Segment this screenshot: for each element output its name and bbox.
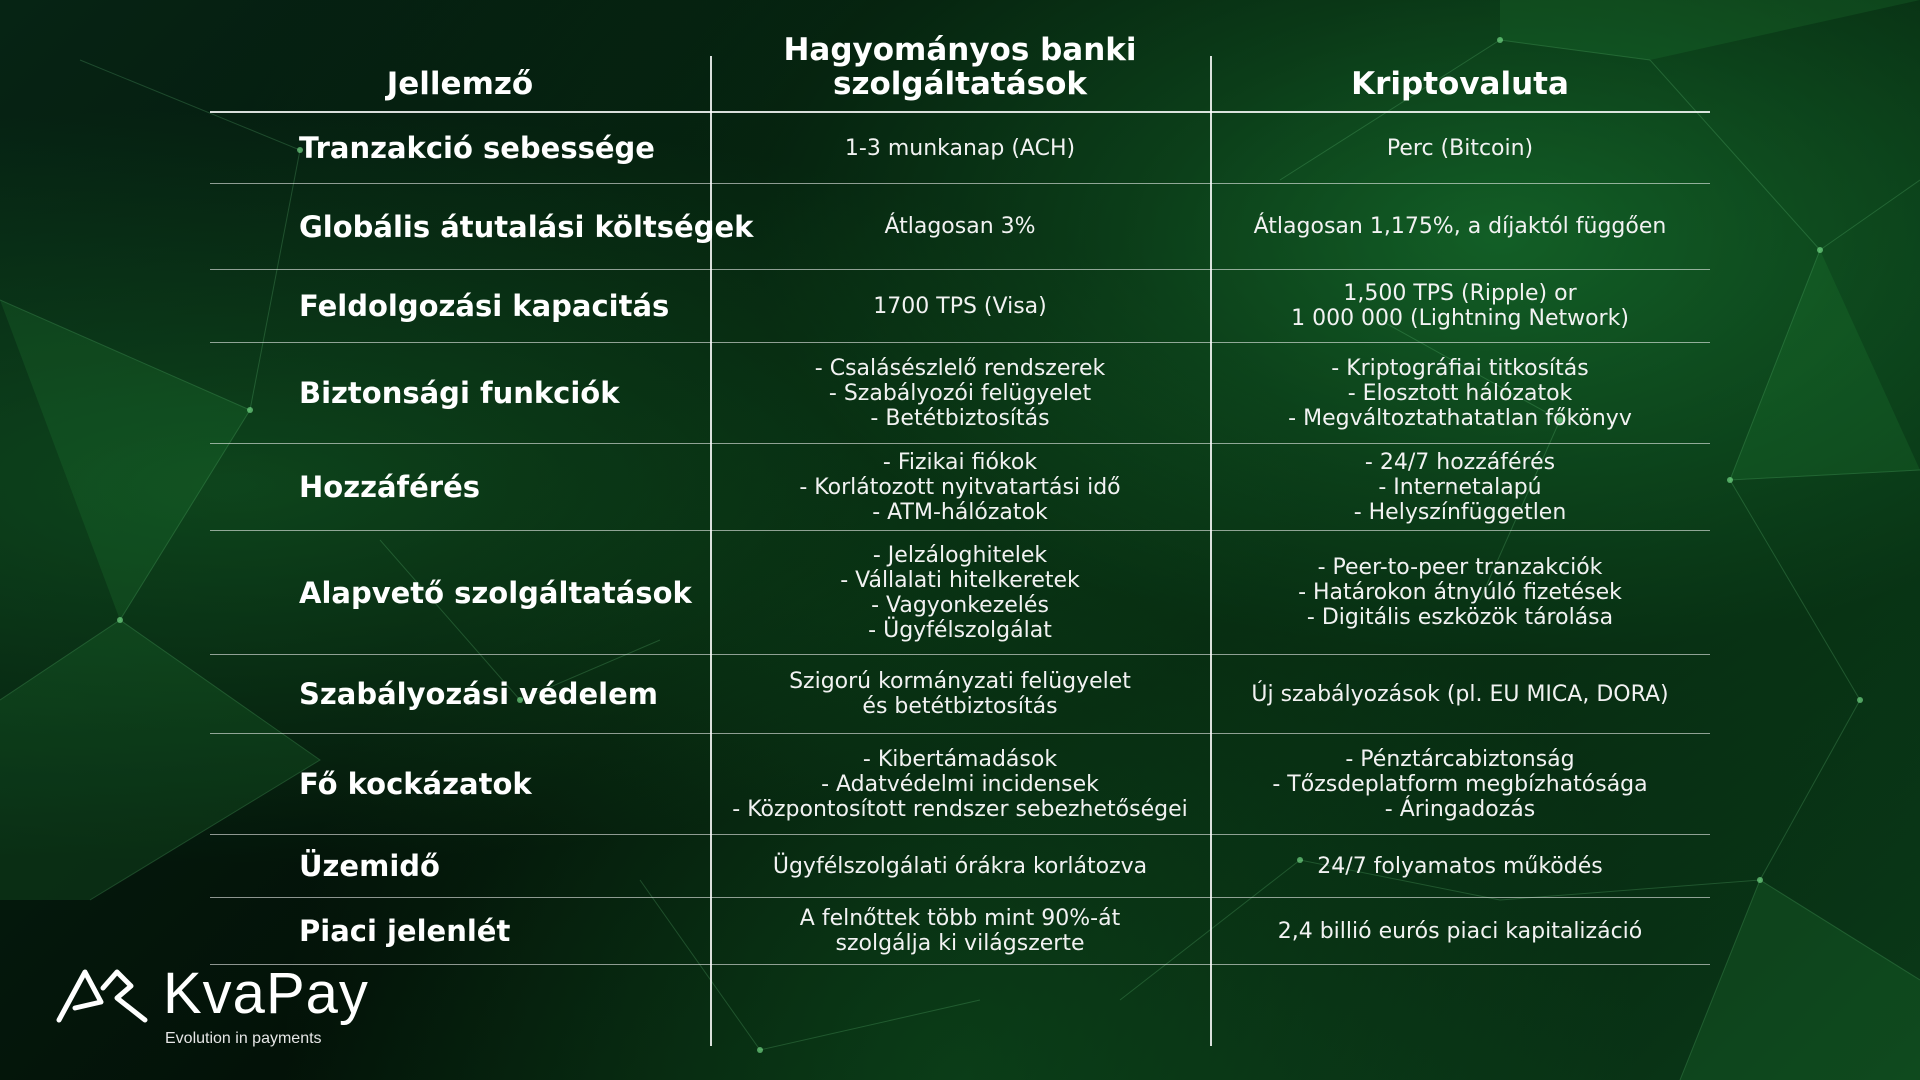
cell-line: - Digitális eszközök tárolása (1306, 605, 1614, 630)
cell-cryptocurrency (1210, 531, 1710, 654)
cell-line: - Elosztott hálózatok (1347, 380, 1573, 406)
cell-line: 24/7 folyamatos működés (1317, 853, 1603, 879)
cell-line: - Vagyonkezelés (871, 592, 1049, 618)
table-row (210, 734, 1710, 835)
table-body (210, 113, 1710, 965)
cell-cryptocurrency (1210, 270, 1710, 342)
cell-cryptocurrency (1210, 655, 1710, 733)
cell-line: - Megváltoztathatatlan főkönyv (1288, 405, 1632, 431)
table-row (210, 835, 1710, 898)
cell-traditional-banking (710, 734, 1210, 834)
cell-line: - Adatvédelmi incidensek (821, 771, 1099, 797)
header-traditional-banking: Hagyományos banki szolgáltatások (783, 32, 1137, 102)
row-feature-label: Feldolgozási kapacitás (299, 289, 670, 323)
cell-cryptocurrency (1210, 113, 1710, 183)
row-feature-label: Piaci jelenlét (299, 914, 511, 948)
cell-line: - Áringadozás (1384, 796, 1536, 822)
cell-line: Szigorú kormányzati felügyelet (789, 669, 1131, 694)
row-feature-label: Üzemidő (299, 849, 440, 883)
row-feature-label: Biztonsági funkciók (299, 376, 620, 410)
cell-line: - Fizikai fiókok (882, 449, 1038, 475)
kvapay-logo (55, 960, 375, 1060)
table-row (210, 184, 1710, 270)
cell-line: - Betétbiztosítás (870, 405, 1050, 431)
row-feature-label: Szabályozási védelem (299, 677, 659, 711)
row-feature-label: Fő kockázatok (299, 767, 532, 801)
cell-line: 1700 TPS (Visa) (873, 293, 1047, 319)
cell-line: - Korlátozott nyitvatartási idő (799, 474, 1121, 500)
cell-line: - Kriptográfiai titkosítás (1331, 355, 1589, 381)
table-header-row (210, 24, 1710, 113)
cell-cryptocurrency (1210, 444, 1710, 530)
cell-line: - ATM-hálózatok (872, 499, 1048, 525)
cell-line: szolgálja ki világszerte (835, 931, 1085, 956)
cell-line: Új szabályozások (pl. EU MICA, DORA) (1251, 681, 1669, 707)
cell-traditional-banking (710, 113, 1210, 183)
row-feature-label: Alapvető szolgáltatások (299, 575, 692, 610)
cell-line: - Tőzsdeplatform megbízhatósága (1272, 771, 1648, 797)
logo-wordmark: KvaPay (163, 961, 369, 1026)
row-feature-label: Hozzáférés (299, 470, 481, 504)
cell-line: 2,4 billió eurós piaci kapitalizáció (1277, 918, 1643, 944)
header-feature: Jellemző (386, 66, 534, 102)
cell-traditional-banking (710, 270, 1210, 342)
cell-cryptocurrency (1210, 898, 1710, 964)
cell-cryptocurrency (1210, 734, 1710, 834)
cell-line: 1 000 000 (Lightning Network) (1291, 306, 1629, 331)
cell-traditional-banking (710, 898, 1210, 964)
cell-traditional-banking (710, 184, 1210, 269)
table-row (210, 898, 1710, 965)
cell-line: - Vállalati hitelkeretek (840, 567, 1080, 593)
cell-line: Perc (Bitcoin) (1386, 135, 1534, 161)
table-row (210, 655, 1710, 734)
logo-tagline: Evolution in payments (165, 1030, 322, 1047)
cell-cryptocurrency (1210, 343, 1710, 443)
cell-line: - Internetalapú (1378, 474, 1542, 500)
cell-line: Átlagosan 3% (884, 214, 1036, 239)
cell-traditional-banking (710, 655, 1210, 733)
kvapay-logo-icon (55, 964, 151, 1024)
cell-line: - 24/7 hozzáférés (1364, 449, 1556, 475)
cell-line: - Központosított rendszer sebezhetőségei (732, 796, 1188, 822)
cell-traditional-banking (710, 531, 1210, 654)
table-row (210, 113, 1710, 184)
row-feature-label: Tranzakció sebessége (299, 131, 655, 165)
comparison-table (210, 24, 1710, 965)
cell-line: 1-3 munkanap (ACH) (844, 135, 1076, 161)
cell-traditional-banking (710, 444, 1210, 530)
cell-line: - Csalásészlelő rendszerek (814, 355, 1106, 381)
cell-cryptocurrency (1210, 184, 1710, 269)
cell-line: - Határokon átnyúló fizetések (1298, 580, 1622, 605)
cell-line: 1,500 TPS (Ripple) or (1343, 281, 1577, 306)
table-row (210, 444, 1710, 531)
row-feature-label: Globális átutalási költségek (299, 209, 754, 244)
cell-traditional-banking (710, 343, 1210, 443)
cell-line: A felnőttek több mint 90%-át (799, 906, 1121, 931)
table-row (210, 343, 1710, 444)
cell-line: - Szabályozói felügyelet (828, 380, 1092, 406)
cell-line: - Helyszínfüggetlen (1353, 499, 1567, 525)
cell-line: Átlagosan 1,175%, a díjaktól függően (1253, 214, 1667, 239)
cell-line: - Peer-to-peer tranzakciók (1317, 555, 1603, 580)
cell-line: - Jelzáloghitelek (872, 542, 1048, 568)
cell-line: - Pénztárcabiztonság (1345, 746, 1575, 772)
table-row (210, 270, 1710, 343)
cell-line: Ügyfélszolgálati órákra korlátozva (772, 853, 1148, 879)
cell-cryptocurrency (1210, 835, 1710, 897)
cell-line: - Ügyfélszolgálat (868, 617, 1052, 643)
cell-line: és betétbiztosítás (862, 694, 1058, 719)
cell-traditional-banking (710, 835, 1210, 897)
header-cryptocurrency: Kriptovaluta (1351, 66, 1569, 102)
table-row (210, 531, 1710, 655)
cell-line: - Kibertámadások (862, 746, 1058, 772)
